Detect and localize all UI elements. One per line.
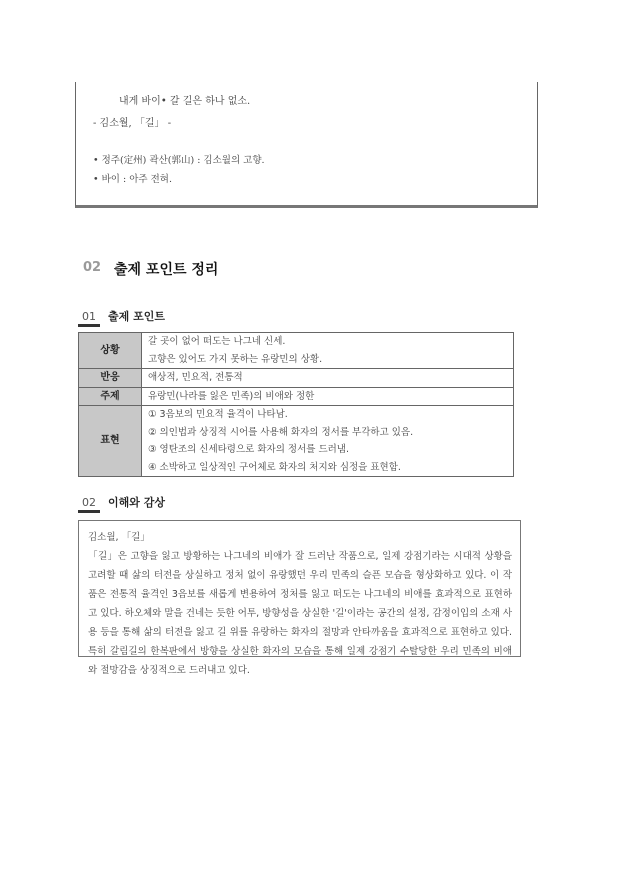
row-header: 표현 (79, 406, 142, 477)
row-line: ③ 영탄조의 신세타령으로 화자의 정서를 드러냄. (148, 444, 349, 455)
subheading-title: 이해와 감상 (108, 496, 165, 509)
subheading-number: 02 (78, 496, 100, 513)
row-header: 주제 (79, 387, 142, 406)
row-header: 상황 (79, 333, 142, 369)
row-content (142, 333, 514, 369)
exam-points-table (78, 332, 514, 477)
row-content: 유랑민(나라를 잃은 민족)의 비애와 정한 (142, 387, 514, 406)
section-number: 02 (83, 260, 102, 275)
appreciation-heading: 김소월, 「길」 (88, 532, 150, 543)
poem-note-1: • 정주(定州) 곽산(郭山) : 김소월의 고향. (93, 155, 265, 166)
row-header: 반응 (79, 369, 142, 388)
section-title: 출제 포인트 정리 (114, 262, 219, 278)
subheading-exam-points (78, 308, 165, 327)
section-header (78, 258, 540, 284)
row-content (142, 406, 514, 477)
subheading-title: 출제 포인트 (108, 310, 165, 323)
table-row (79, 333, 514, 369)
subheading-number: 01 (78, 310, 100, 327)
row-content: 애상적, 민요적, 전통적 (142, 369, 514, 388)
poem-line: 내게 바이• 갈 길은 하나 없소. (119, 96, 251, 107)
poem-note-2: • 바이 : 아주 전혀. (93, 174, 172, 185)
poem-box (75, 82, 538, 208)
row-line: ④ 소박하고 일상적인 구어체로 화자의 처지와 심정을 표현함. (148, 461, 401, 473)
table-row (79, 369, 514, 388)
appreciation-box (78, 520, 521, 676)
row-line: 고향은 있어도 가지 못하는 유랑민의 상황. (148, 353, 323, 365)
appreciation-body: 「길」은 고향을 잃고 방황하는 나그네의 비애가 잘 드러난 작품으로, 일제 강점기라는 시대적 상황을 고려할 때 삶의 터전을 상실하고 정처 없이 유랑했던 우리 민족의 슬픈 모습을 형상화하고 있다. 이 작품은 전통적 율격인 3음보를 새롭게 변용하여 정처를 잃고 떠도는 나그네의 비애를 효과적으로 표현하고 있다. 하오체와 말을 건네는 듯한 어투, 방향성을 상실한 '길'이라는 공간의 설정, 감정이입의 소재 사용 등을 통해 삶의 터전을 잃고 길 위를 유랑하는 화자의 절망과 안타까움을 효과적으로 표현하고 있다. 특히 갈림길의 한복판에서 방향을 상실한 화자의 모습을 통해 일제 강점기 수탈당한 우리 민족의 비애와 절망감을 상징적으로 드러내고 있다. (88, 551, 512, 676)
row-line: ① 3음보의 민요적 율격이 나타남. (148, 409, 288, 420)
row-line: 갈 곳이 없어 떠도는 나그네 신세. (148, 336, 286, 347)
poem-author: - 김소월, 「길」 - (93, 118, 172, 129)
table-row (79, 406, 514, 477)
table-row (79, 387, 514, 406)
row-line: ② 의인법과 상징적 시어를 사용해 화자의 정서를 부각하고 있음. (148, 426, 414, 438)
subheading-appreciation (78, 494, 165, 513)
